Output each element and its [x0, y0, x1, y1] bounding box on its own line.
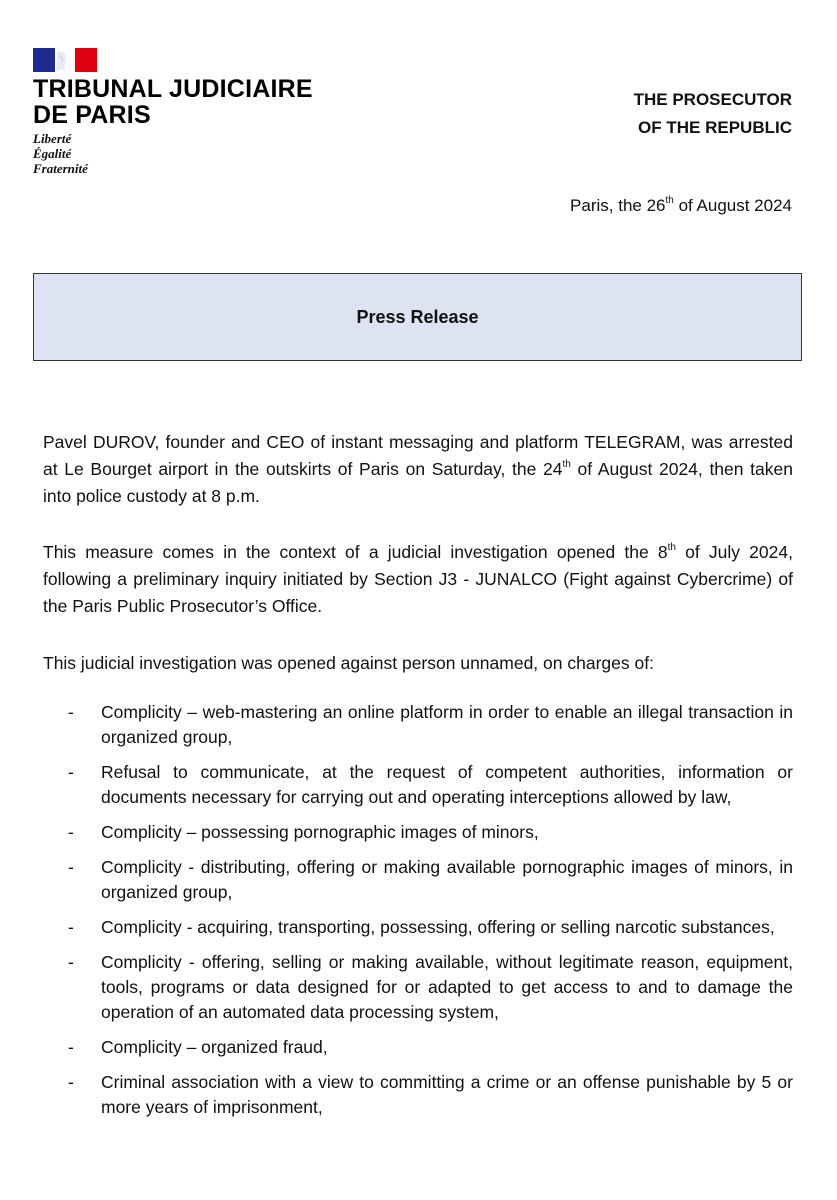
issuer-title-line-2: OF THE REPUBLIC — [638, 118, 792, 137]
french-republic-flag-logo — [33, 48, 97, 72]
dateline: Paris, the 26th of August 2024 — [570, 195, 792, 215]
paragraph-investigation-context: This measure comes in the context of a judicial investigation opened the 8th of July 2024, following a preliminary inquiry initiated by Section J3 - JUNALCO (Fight against Cybercrime) of the Paris Public Prosecutor’s Office. — [43, 542, 793, 616]
motto-liberte: Liberté — [33, 131, 72, 146]
bullet-dash: - — [68, 1072, 74, 1092]
paragraph-charges-intro: This judicial investigation was opened against person unnamed, on charges of: — [43, 653, 654, 673]
bullet-dash: - — [68, 857, 74, 877]
paragraph-arrest: Pavel DUROV, founder and CEO of instant messaging and platform TELEGRAM, was arrested at Le Bourget airport in the outskirts of Paris on Saturday, the 24th of August 2024, then taken into police custody at 8 p.m. — [43, 432, 793, 506]
bullet-dash: - — [68, 952, 74, 972]
republic-motto — [33, 131, 88, 176]
bullet-dash: - — [68, 762, 74, 782]
court-name — [33, 76, 313, 128]
list-item: - Complicity - offering, selling or making available, without legitimate reason, equipment, tools, programs or data designed for or adapted to get access to and to damage the operation of an automated data processing system, — [68, 952, 793, 1022]
motto-fraternite: Fraternité — [33, 161, 88, 176]
list-item: - Refusal to communicate, at the request of competent authorities, information or documents necessary for carrying out and operating interceptions allowed by law, — [68, 762, 793, 807]
marianne-profile-icon — [55, 48, 75, 72]
bullet-dash: - — [68, 702, 74, 722]
bullet-dash: - — [68, 917, 74, 937]
issuer-title — [634, 86, 792, 142]
press-release-banner — [33, 273, 802, 361]
motto-egalite: Égalité — [33, 146, 72, 161]
court-name-line-1: TRIBUNAL JUDICIAIRE — [33, 75, 313, 103]
banner-title: Press Release — [356, 306, 479, 327]
issuer-title-line-1: THE PROSECUTOR — [633, 90, 792, 109]
list-item: - Complicity - acquiring, transporting, possessing, offering or selling narcotic substances, — [43, 915, 793, 940]
bullet-dash: - — [68, 1037, 74, 1057]
court-name-line-2: DE PARIS — [33, 101, 151, 129]
list-item: - Criminal association with a view to committing a crime or an offense punishable by 5 or more years of imprisonment, — [68, 1072, 793, 1117]
list-item: - Complicity - distributing, offering or making available pornographic images of minors, in organized group, — [68, 857, 793, 902]
bullet-dash: - — [68, 822, 74, 842]
list-item: - Complicity – organized fraud, — [43, 1035, 793, 1060]
list-item: - Complicity – web-mastering an online platform in order to enable an illegal transaction in organized group, — [68, 702, 793, 747]
charges-list — [43, 700, 793, 1130]
list-item: - Complicity – possessing pornographic images of minors, — [43, 820, 793, 845]
